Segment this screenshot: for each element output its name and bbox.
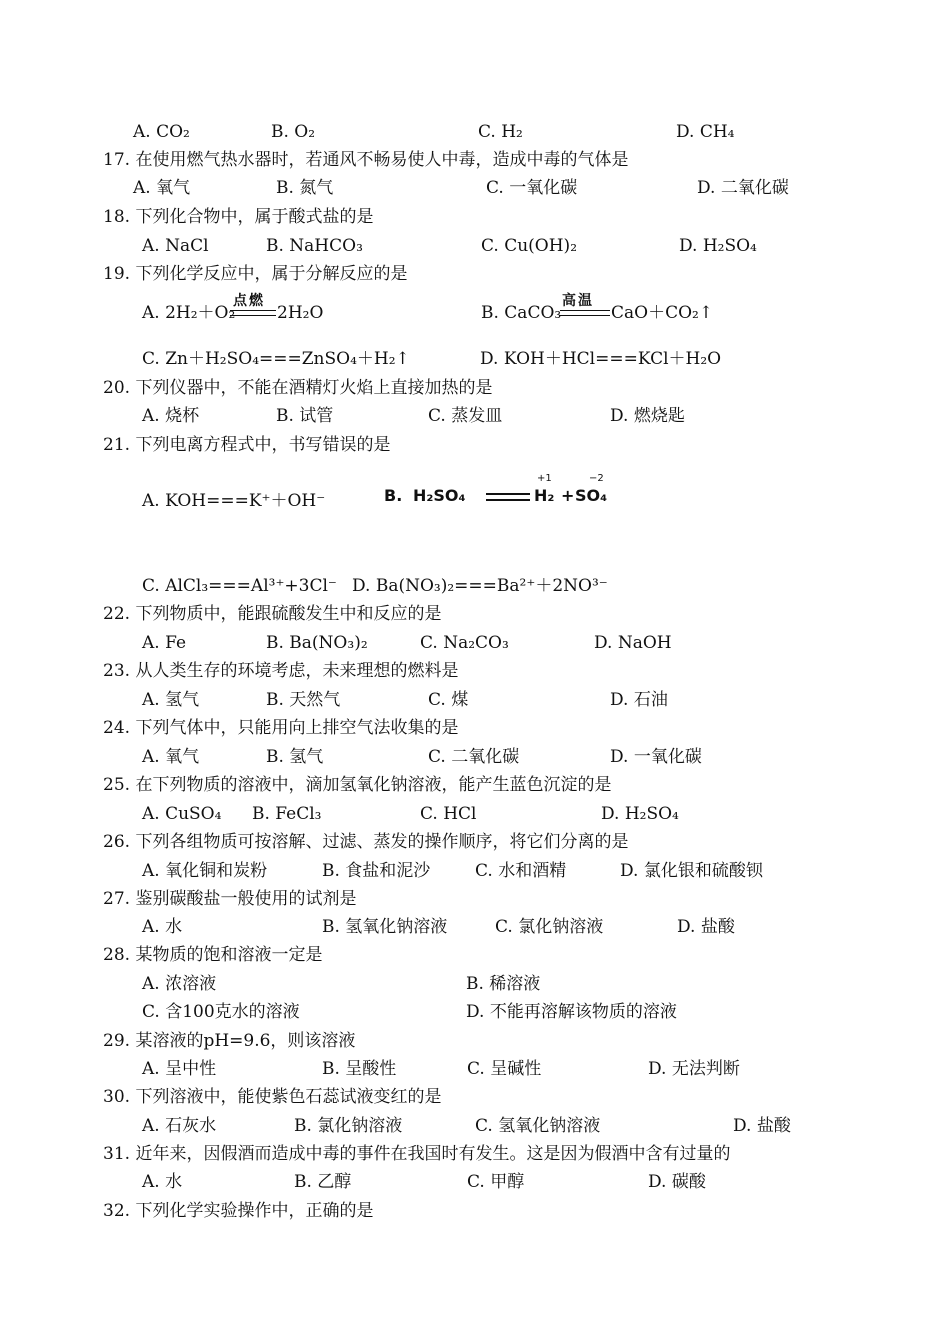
q27-option-c: C. 氯化钠溶液 bbox=[495, 917, 604, 937]
q29-option-c: C. 呈碱性 bbox=[467, 1059, 542, 1079]
question-22-stem: 22. 下列物质中，能跟硫酸发生中和反应的是 bbox=[103, 604, 442, 624]
q19-option-a-condition: 点燃 bbox=[233, 293, 265, 309]
q16-option-a: A. CO₂ bbox=[133, 122, 190, 142]
q16-option-b: B. O₂ bbox=[271, 122, 316, 142]
q21-option-d: D. Ba(NO₃)₂===Ba²⁺＋2NO³⁻ bbox=[352, 576, 608, 596]
q22-option-b: B. Ba(NO₃)₂ bbox=[266, 633, 368, 653]
q27-option-d: D. 盐酸 bbox=[677, 917, 735, 937]
q21-option-b-valence-so4: −2 bbox=[589, 473, 604, 484]
q27-option-a: A. 水 bbox=[142, 917, 183, 937]
q28-option-c: C. 含100克水的溶液 bbox=[142, 1002, 300, 1022]
q21-option-b-so4-ion: SO₄ bbox=[575, 486, 608, 505]
q25-option-d: D. H₂SO₄ bbox=[601, 804, 679, 824]
q19-option-b-condition: 高温 bbox=[562, 293, 594, 309]
question-18-stem: 18. 下列化合物中，属于酸式盐的是 bbox=[103, 207, 374, 227]
q23-option-b: B. 天然气 bbox=[266, 690, 341, 710]
q18-option-d: D. H₂SO₄ bbox=[679, 236, 757, 256]
q25-option-a: A. CuSO₄ bbox=[142, 804, 222, 824]
question-20-stem: 20. 下列仪器中，不能在酒精灯火焰上直接加热的是 bbox=[103, 378, 493, 398]
q19-option-a-reactants: A. 2H₂＋O₂ bbox=[142, 303, 236, 323]
question-24-stem: 24. 下列气体中，只能用向上排空气法收集的是 bbox=[103, 718, 459, 738]
q24-option-b: B. 氢气 bbox=[266, 747, 324, 767]
q21-option-b-reactant: H₂SO₄ bbox=[413, 486, 466, 505]
q19-option-b-products: CaO＋CO₂↑ bbox=[611, 303, 714, 323]
q20-option-b: B. 试管 bbox=[276, 406, 334, 426]
q23-option-c: C. 煤 bbox=[428, 690, 469, 710]
q25-option-b: B. FeCl₃ bbox=[252, 804, 322, 824]
q25-option-c: C. HCl bbox=[420, 804, 477, 824]
q26-option-a: A. 氧化铜和炭粉 bbox=[142, 861, 268, 881]
q17-option-a: A. 氧气 bbox=[133, 178, 191, 198]
question-31-stem: 31. 近年来，因假酒而造成中毒的事件在我国时有发生。这是因为假酒中含有过量的 bbox=[103, 1144, 731, 1164]
q20-option-d: D. 燃烧匙 bbox=[610, 406, 685, 426]
q21-option-b-valence-h: +1 bbox=[537, 473, 552, 484]
q21-option-c: C. AlCl₃===Al³⁺+3Cl⁻ bbox=[142, 576, 337, 596]
q28-option-d: D. 不能再溶解该物质的溶液 bbox=[466, 1002, 677, 1022]
q29-option-d: D. 无法判断 bbox=[648, 1059, 740, 1079]
q29-option-b: B. 呈酸性 bbox=[322, 1059, 397, 1079]
question-17-stem: 17. 在使用燃气热水器时，若通风不畅易使人中毒，造成中毒的气体是 bbox=[103, 150, 629, 170]
q16-option-d: D. CH₄ bbox=[676, 122, 735, 142]
q19-option-b-equals-sign bbox=[560, 310, 610, 316]
q23-option-a: A. 氢气 bbox=[142, 690, 200, 710]
q27-option-b: B. 氢氧化钠溶液 bbox=[322, 917, 448, 937]
q22-option-c: C. Na₂CO₃ bbox=[420, 633, 509, 653]
q30-option-b: B. 氯化钠溶液 bbox=[294, 1116, 403, 1136]
q21-option-b-plus: + bbox=[561, 486, 575, 505]
q17-option-b: B. 氮气 bbox=[276, 178, 334, 198]
q31-option-b: B. 乙醇 bbox=[294, 1172, 352, 1192]
q24-option-a: A. 氧气 bbox=[142, 747, 200, 767]
question-25-stem: 25. 在下列物质的溶液中，滴加氢氧化钠溶液，能产生蓝色沉淀的是 bbox=[103, 775, 612, 795]
question-29-stem: 29. 某溶液的pH=9.6，则该溶液 bbox=[103, 1031, 356, 1051]
q22-option-d: D. NaOH bbox=[594, 633, 672, 653]
q24-option-c: C. 二氧化碳 bbox=[428, 747, 520, 767]
q18-option-a: A. NaCl bbox=[142, 236, 209, 256]
q21-option-a: A. KOH===K⁺＋OH⁻ bbox=[142, 491, 326, 511]
q30-option-a: A. 石灰水 bbox=[142, 1116, 217, 1136]
question-28-stem: 28. 某物质的饱和溶液一定是 bbox=[103, 945, 323, 965]
q26-option-b: B. 食盐和泥沙 bbox=[322, 861, 431, 881]
q16-option-c: C. H₂ bbox=[478, 122, 523, 142]
q21-option-b-equals-sign bbox=[486, 493, 530, 501]
q28-option-b: B. 稀溶液 bbox=[466, 974, 541, 994]
q21-option-b-h-ion: H₂ bbox=[534, 486, 555, 505]
q31-option-d: D. 碳酸 bbox=[648, 1172, 706, 1192]
q18-option-c: C. Cu(OH)₂ bbox=[481, 236, 578, 256]
q18-option-b: B. NaHCO₃ bbox=[266, 236, 363, 256]
q31-option-c: C. 甲醇 bbox=[467, 1172, 525, 1192]
question-30-stem: 30. 下列溶液中，能使紫色石蕊试液变红的是 bbox=[103, 1087, 442, 1107]
question-32-stem: 32. 下列化学实验操作中，正确的是 bbox=[103, 1201, 374, 1221]
q17-option-d: D. 二氧化碳 bbox=[697, 178, 789, 198]
q24-option-d: D. 一氧化碳 bbox=[610, 747, 702, 767]
q26-option-d: D. 氯化银和硫酸钡 bbox=[620, 861, 763, 881]
q19-option-a-equals-sign bbox=[230, 310, 276, 316]
q19-option-c: C. Zn＋H₂SO₄===ZnSO₄＋H₂↑ bbox=[142, 349, 410, 369]
q28-option-a: A. 浓溶液 bbox=[142, 974, 217, 994]
q19-option-a-product: 2H₂O bbox=[277, 303, 324, 323]
q19-option-d: D. KOH＋HCl===KCl＋H₂O bbox=[480, 349, 722, 369]
q19-option-b-reactants: B. CaCO₃ bbox=[481, 303, 562, 323]
q30-option-c: C. 氢氧化钠溶液 bbox=[475, 1116, 601, 1136]
q31-option-a: A. 水 bbox=[142, 1172, 183, 1192]
question-21-stem: 21. 下列电离方程式中，书写错误的是 bbox=[103, 435, 391, 455]
q29-option-a: A. 呈中性 bbox=[142, 1059, 217, 1079]
q22-option-a: A. Fe bbox=[142, 633, 187, 653]
q20-option-a: A. 烧杯 bbox=[142, 406, 200, 426]
q20-option-c: C. 蒸发皿 bbox=[428, 406, 503, 426]
q17-option-c: C. 一氧化碳 bbox=[486, 178, 578, 198]
q23-option-d: D. 石油 bbox=[610, 690, 668, 710]
q30-option-d: D. 盐酸 bbox=[733, 1116, 791, 1136]
q21-option-b-label: B. bbox=[384, 486, 403, 505]
q26-option-c: C. 水和酒精 bbox=[475, 861, 567, 881]
question-26-stem: 26. 下列各组物质可按溶解、过滤、蒸发的操作顺序，将它们分离的是 bbox=[103, 832, 629, 852]
question-19-stem: 19. 下列化学反应中，属于分解反应的是 bbox=[103, 264, 408, 284]
question-23-stem: 23. 从人类生存的环境考虑，未来理想的燃料是 bbox=[103, 661, 459, 681]
question-27-stem: 27. 鉴别碳酸盐一般使用的试剂是 bbox=[103, 889, 357, 909]
